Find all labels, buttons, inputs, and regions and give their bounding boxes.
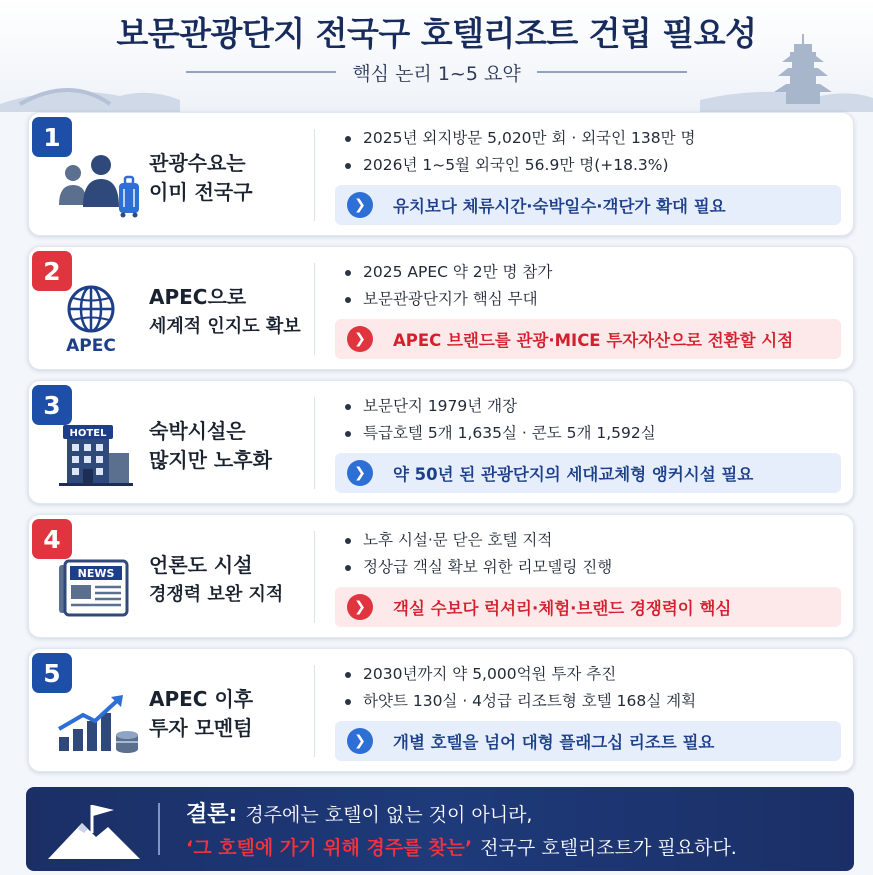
bullet-item: 2026년 1~5월 외국인 56.9만 명(+18.3%): [341, 152, 841, 179]
conclusion-divider: [158, 803, 160, 855]
subtitle-divider-right: [537, 71, 687, 73]
card-divider: [314, 665, 315, 757]
point-card-5: [28, 648, 854, 772]
bullet-item: 보문관광단지가 핵심 무대: [341, 286, 841, 313]
callout-text: 유치보다 체류시간·숙박일수·객단가 확대 필요: [393, 197, 726, 216]
callout-text: 객실 수보다 럭셔리·체험·브랜드 경쟁력이 핵심: [393, 599, 732, 618]
point-title-line1: APEC 이후: [149, 687, 254, 711]
point-card-1: [28, 112, 854, 236]
bullet-item: 하얏트 130실 · 4성급 리조트형 호텔 168실 계획: [341, 688, 841, 715]
card-divider: [314, 263, 315, 355]
point-number-badge: 3: [32, 385, 72, 425]
news-icon-label: NEWS: [77, 567, 115, 580]
point-bullets: [341, 259, 841, 313]
chevron-right-icon: ❯: [347, 460, 373, 486]
conclusion-line2: [186, 833, 737, 860]
point-callout: [335, 721, 841, 761]
point-card-4: [28, 514, 854, 638]
mountain-flag-icon: [44, 799, 144, 861]
growth-chart-icon: [53, 685, 143, 755]
callout-text: 약 50년 된 관광단지의 세대교체형 앵커시설 필요: [393, 465, 754, 484]
conclusion-text-1: 경주에는 호텔이 없는 것이 아니라,: [245, 804, 533, 826]
chevron-right-icon: ❯: [347, 192, 373, 218]
point-callout: [335, 587, 841, 627]
hotel-building-icon: [53, 417, 143, 487]
bullet-item: 2025년 외지방문 5,020만 회 · 외국인 138만 명: [341, 125, 841, 152]
point-bullets: [341, 393, 841, 447]
bullet-item: 정상급 객실 확보 위한 리모델링 진행: [341, 554, 841, 581]
apec-globe-icon: [53, 283, 143, 353]
bullet-item: 노후 시설·문 닫은 호텔 지적: [341, 527, 841, 554]
hotel-icon-label: HOTEL: [69, 428, 107, 439]
point-bullets: [341, 661, 841, 715]
point-callout: [335, 319, 841, 359]
chevron-right-icon: ❯: [347, 594, 373, 620]
bullet-item: 보문단지 1979년 개장: [341, 393, 841, 420]
page-subtitle: 핵심 논리 1~5 요약: [352, 62, 521, 85]
point-card-2: [28, 246, 854, 370]
point-title-line2: 세계적 인지도 확보: [149, 316, 301, 337]
bullet-item: 2030년까지 약 5,000억원 투자 추진: [341, 661, 841, 688]
header-banner: [0, 0, 873, 112]
point-title-line2: 이미 전국구: [149, 180, 253, 204]
point-title: [149, 149, 319, 207]
apec-icon-label: APEC: [66, 336, 116, 353]
point-title: [149, 417, 319, 475]
card-divider: [314, 397, 315, 489]
point-title-line2: 많지만 노후화: [149, 448, 272, 472]
chevron-right-icon: ❯: [347, 728, 373, 754]
bullet-item: 특급호텔 5개 1,635실 · 콘도 5개 1,592실: [341, 420, 841, 447]
callout-text: APEC 브랜드를 관광·MICE 투자자산으로 전환할 시점: [393, 331, 794, 350]
point-title: [149, 551, 319, 609]
subtitle-row: [0, 58, 873, 86]
card-divider: [314, 129, 315, 221]
bullet-item: 2025 APEC 약 2만 명 참가: [341, 259, 841, 286]
card-divider: [314, 531, 315, 623]
point-title-line1: 관광수요는: [149, 151, 246, 175]
point-title-line1: 언론도 시설: [149, 553, 253, 577]
point-callout: [335, 185, 841, 225]
point-title-line2: 경쟁력 보완 지적: [149, 584, 284, 605]
conclusion-label: 결론:: [186, 802, 238, 827]
chevron-right-icon: ❯: [347, 326, 373, 352]
conclusion-text-2: 전국구 호텔리조트가 필요하다.: [480, 837, 737, 859]
point-title: [149, 685, 319, 743]
point-number-badge: 1: [32, 117, 72, 157]
point-number-badge: 4: [32, 519, 72, 559]
point-title-line1: APEC으로: [149, 285, 247, 309]
point-title-line2: 투자 모멘텀: [149, 716, 253, 740]
point-number-badge: 5: [32, 653, 72, 693]
point-bullets: [341, 527, 841, 581]
callout-text: 개별 호텔을 넘어 대형 플래그십 리조트 필요: [393, 733, 715, 752]
point-card-3: [28, 380, 854, 504]
point-bullets: [341, 125, 841, 179]
conclusion-quote: ‘그 호텔에 가기 위해 경주를 찾는’: [186, 837, 473, 859]
conclusion-banner: [26, 787, 854, 871]
conclusion-line1: [186, 797, 532, 828]
point-number-badge: 2: [32, 251, 72, 291]
point-title-line1: 숙박시설은: [149, 419, 246, 443]
tourists-luggage-icon: [53, 149, 143, 219]
subtitle-divider-left: [186, 71, 336, 73]
newspaper-icon: [53, 551, 143, 621]
point-callout: [335, 453, 841, 493]
point-title: [149, 283, 319, 341]
page-title: 보문관광단지 전국구 호텔리조트 건립 필요성: [116, 14, 757, 53]
